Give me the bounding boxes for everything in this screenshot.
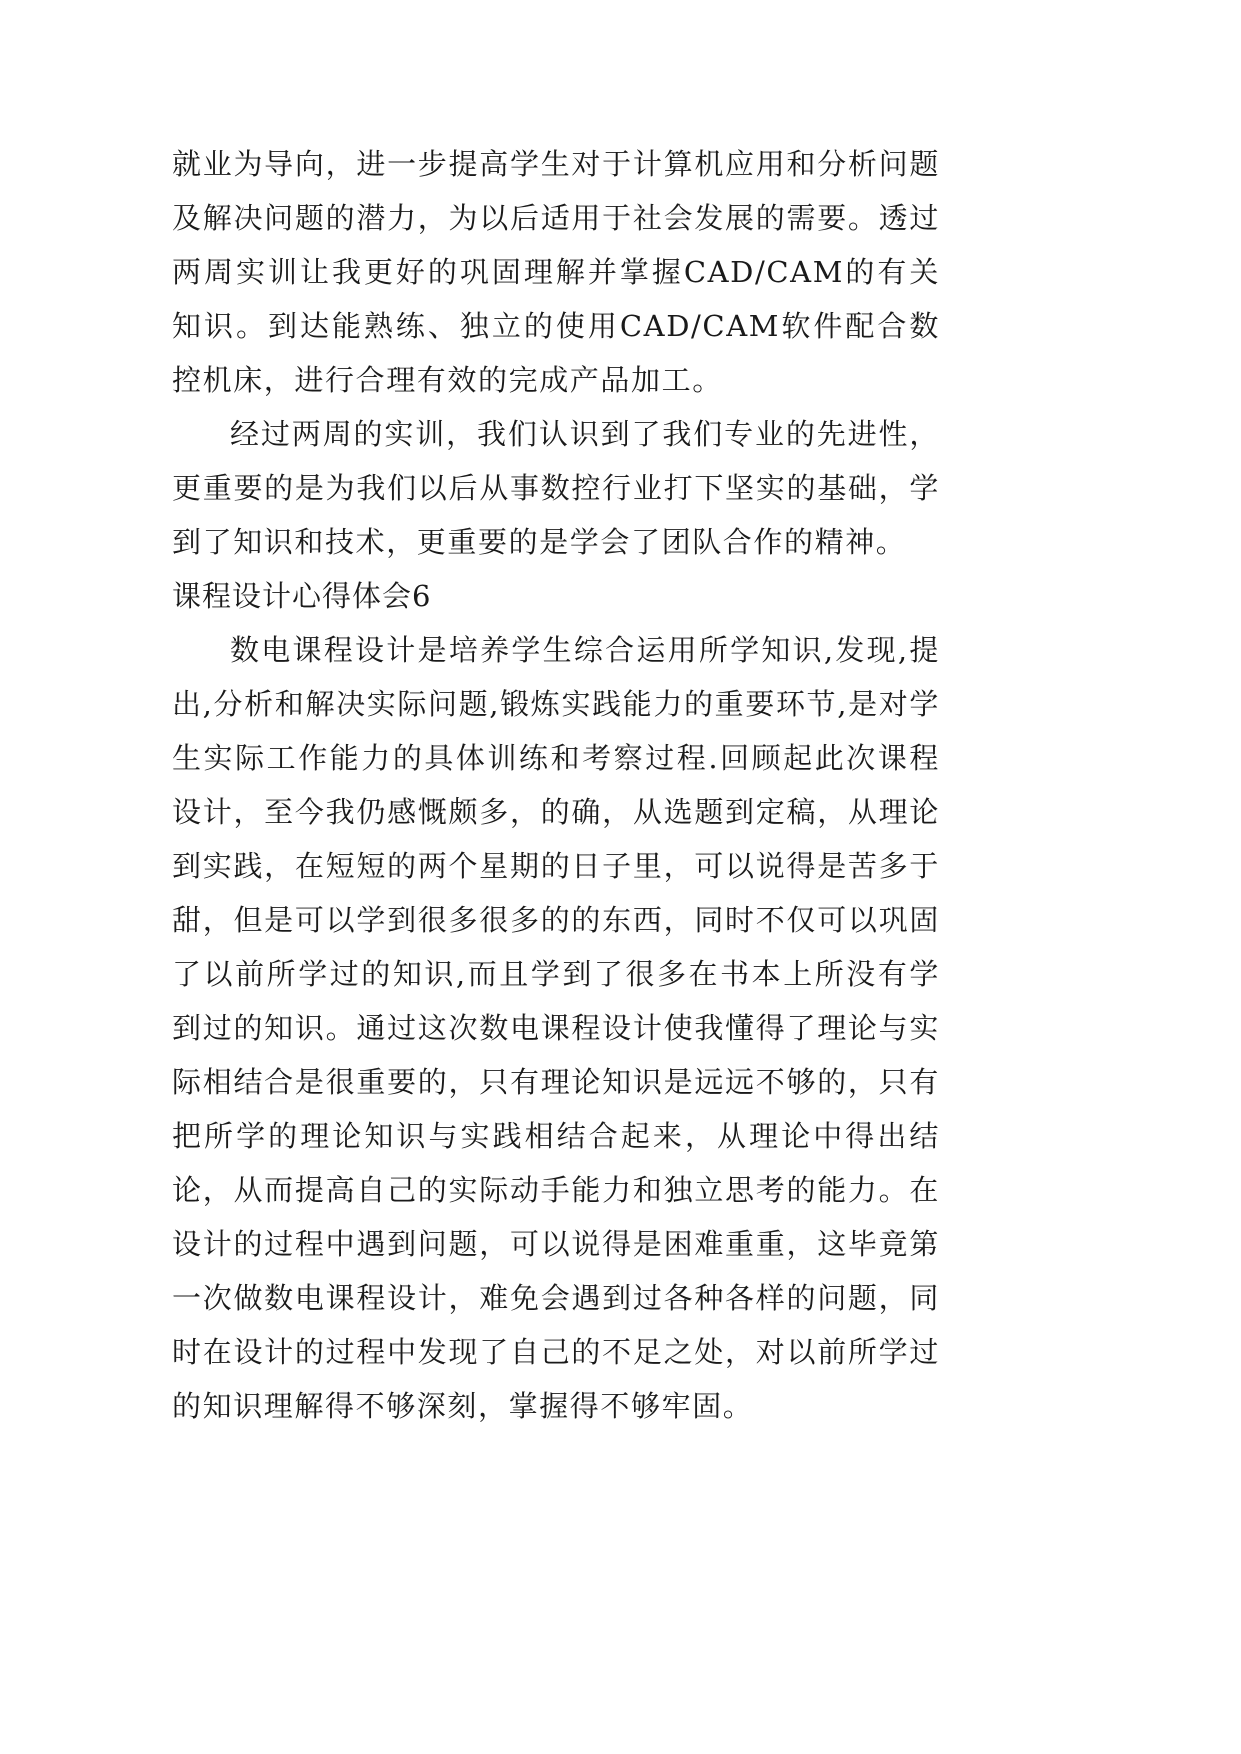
document-body xyxy=(172,137,940,1433)
paragraph-continuation: 就业为导向，进一步提高学生对于计算机应用和分析问题及解决问题的潜力，为以后适用于社会发展的需要。透过两周实训让我更好的巩固理解并掌握CAD/CAM的有关知识。到达能熟练、独立的使用CAD/CAM软件配合数控机床，进行合理有效的完成产品加工。 xyxy=(172,147,940,397)
paragraph-summary: 经过两周的实训，我们认识到了我们专业的先进性，更重要的是为我们以后从事数控行业打下坚实的基础，学到了知识和技术，更重要的是学会了团队合作的精神。 xyxy=(172,417,940,559)
paragraph-reflection: 数电课程设计是培养学生综合运用所学知识,发现,提出,分析和解决实际问题,锻炼实践能力的重要环节,是对学生实际工作能力的具体训练和考察过程.回顾起此次课程设计，至今我仍感慨颇多，的确，从选题到定稿，从理论到实践，在短短的两个星期的日子里，可以说得是苦多于甜，但是可以学到很多很多的的东西，同时不仅可以巩固了以前所学过的知识,而且学到了很多在书本上所没有学到过的知识。通过这次数电课程设计使我懂得了理论与实际相结合是很重要的，只有理论知识是远远不够的，只有把所学的理论知识与实践相结合起来，从理论中得出结论，从而提高自己的实际动手能力和独立思考的能力。在设计的过程中遇到问题，可以说得是困难重重，这毕竟第一次做数电课程设计，难免会遇到过各种各样的问题，同时在设计的过程中发现了自己的不足之处，对以前所学过的知识理解得不够深刻，掌握得不够牢固。 xyxy=(172,633,940,1423)
section-heading: 课程设计心得体会6 xyxy=(172,579,432,613)
